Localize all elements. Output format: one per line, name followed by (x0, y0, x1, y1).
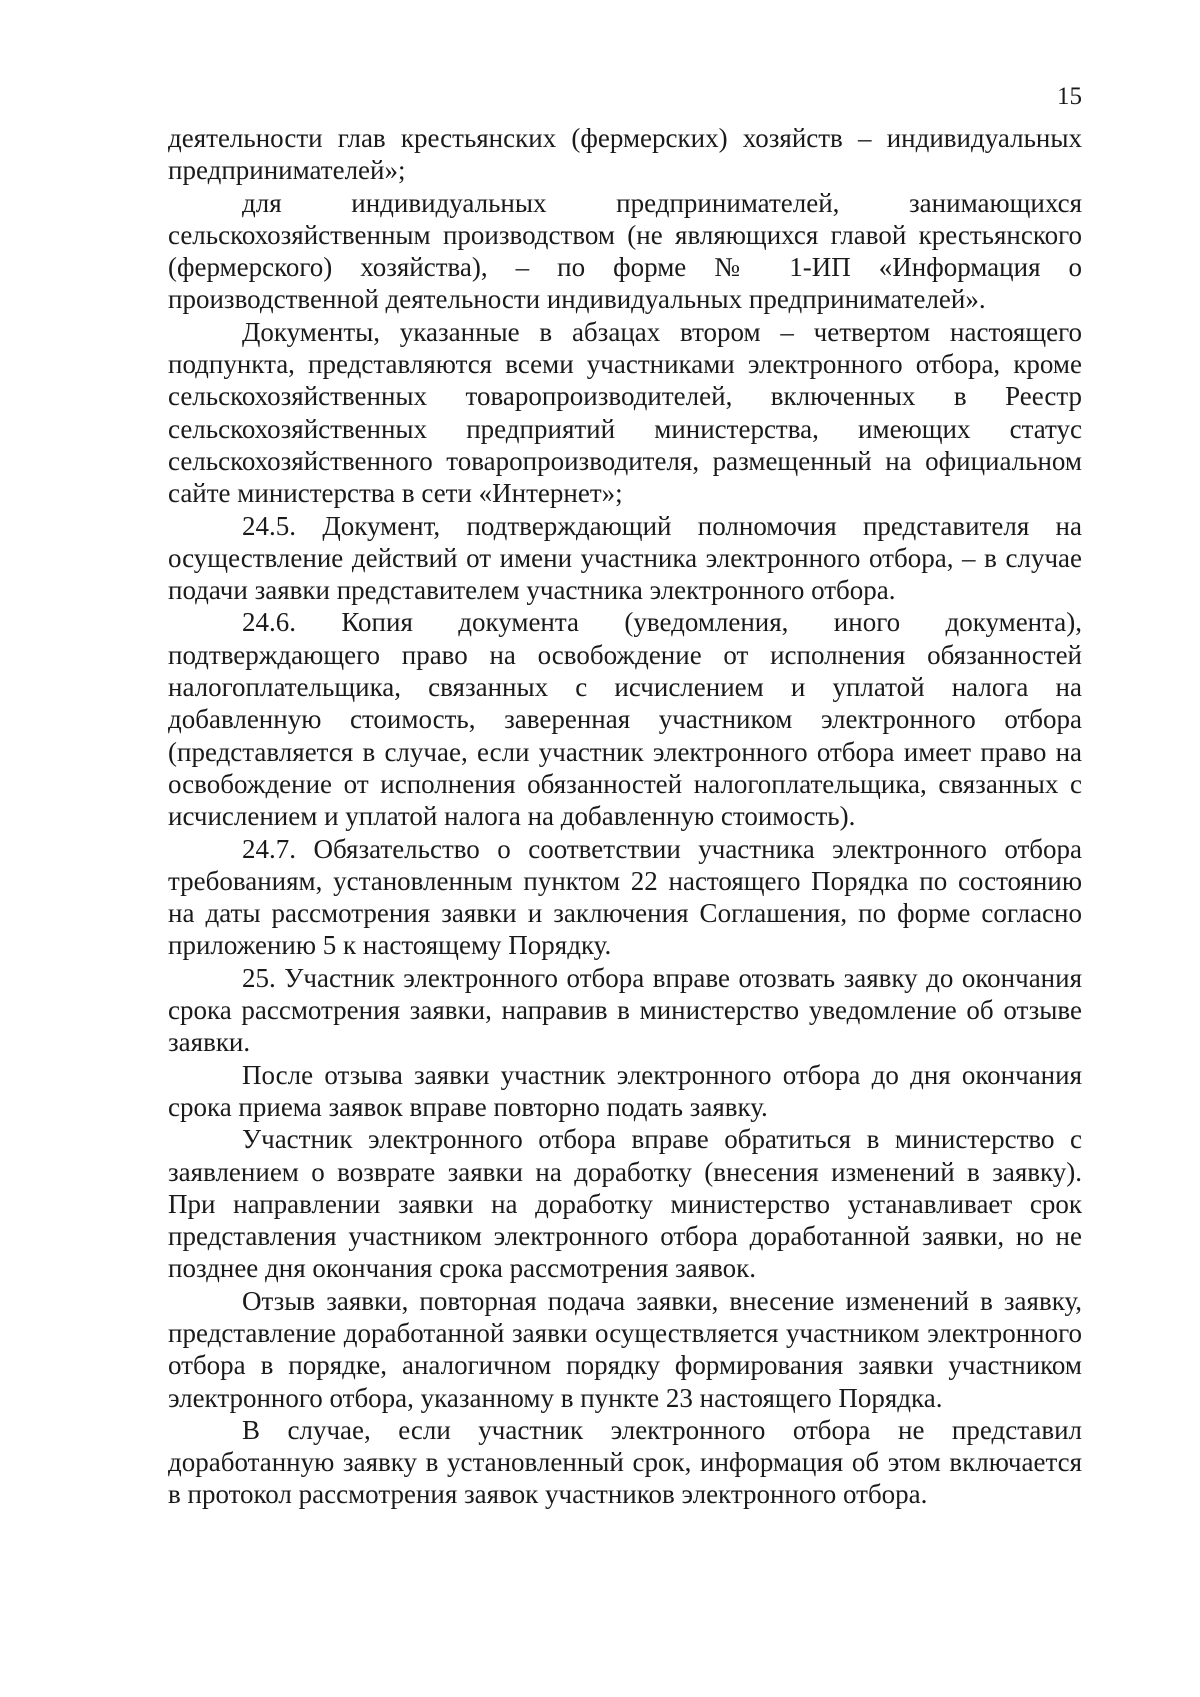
paragraph-24-7: 24.7. Обязательство о соответствии участника электронного отбора требованиям, установленным пунктом 22 настоящего Порядка по состоянию на даты рассмотрения заявки и заключения Соглашения, по форме согласно приложению 5 к настоящему Порядку. (168, 833, 1082, 961)
paragraph-24-6: 24.6. Копия документа (уведомления, иного документа), подтверждающего право на освобождение от исполнения обязанностей налогоплательщика, связанных с исчислением и уплатой налога на добавленную стоимость, заверенная участником электронного отбора (представляется в случае, если участник электронного отбора имеет право на освобождение от исполнения обязанностей налогоплательщика, связанных с исчислением и уплатой налога на добавленную стоимость). (168, 607, 1082, 832)
paragraph-25: 25. Участник электронного отбора вправе отозвать заявку до окончания срока рассмотрения заявки, направив в министерство уведомление об отзыве заявки. (168, 962, 1082, 1058)
paragraph-24-5: 24.5. Документ, подтверждающий полномочия представителя на осуществление действий от имени участника электронного отбора, – в случае подачи заявки представителем участника электронного отбора. (168, 510, 1082, 606)
paragraph-resubmission-order: Отзыв заявки, повторная подача заявки, внесение изменений в заявку, представление доработанной заявки осуществляется участником электронного отбора в порядке, аналогичном порядку формирования заявки участником электронного отбора, указанному в пункте 23 настоящего Порядка. (168, 1285, 1082, 1413)
page-number: 15 (1057, 83, 1082, 110)
paragraph-not-submitted: В случае, если участник электронного отбора не представил доработанную заявку в установленный срок, информация об этом включается в протокол рассмотрения заявок участников электронного отбора. (168, 1414, 1082, 1510)
paragraph-return-for-revision: Участник электронного отбора вправе обратиться в министерство с заявлением о возврате заявки на доработку (внесения изменений в заявку). При направлении заявки на доработку министерство устанавливает срок представления участником электронного отбора доработанной заявки, но не позднее дня окончания срока рассмотрения заявок. (168, 1124, 1082, 1284)
paragraph-documents-note: Документы, указанные в абзацах втором – четвертом настоящего подпункта, представляются всеми участниками электронного отбора, кроме сельскохозяйственных товаропроизводителей, включенных в Реестр сельскохозяйственных предприятий министерства, имеющих статус сельскохозяйственного товаропроизводителя, размещенный на официальном сайте министерства в сети «Интернет»; (168, 316, 1082, 509)
document-body (168, 122, 1082, 1511)
paragraph-continuation: деятельности глав крестьянских (фермерских) хозяйств – индивидуальных предпринимателей»; (168, 123, 1082, 186)
paragraph-after-withdrawal: После отзыва заявки участник электронного отбора до дня окончания срока приема заявок вправе повторно подать заявку. (168, 1059, 1082, 1122)
paragraph-1ip-form: для индивидуальных предпринимателей, занимающихся сельскохозяйственным производством (не являющихся главой крестьянского (фермерского) хозяйства), – по форме № 1-ИП «Информация о производственной деятельности индивидуальных предпринимателей». (168, 187, 1082, 315)
